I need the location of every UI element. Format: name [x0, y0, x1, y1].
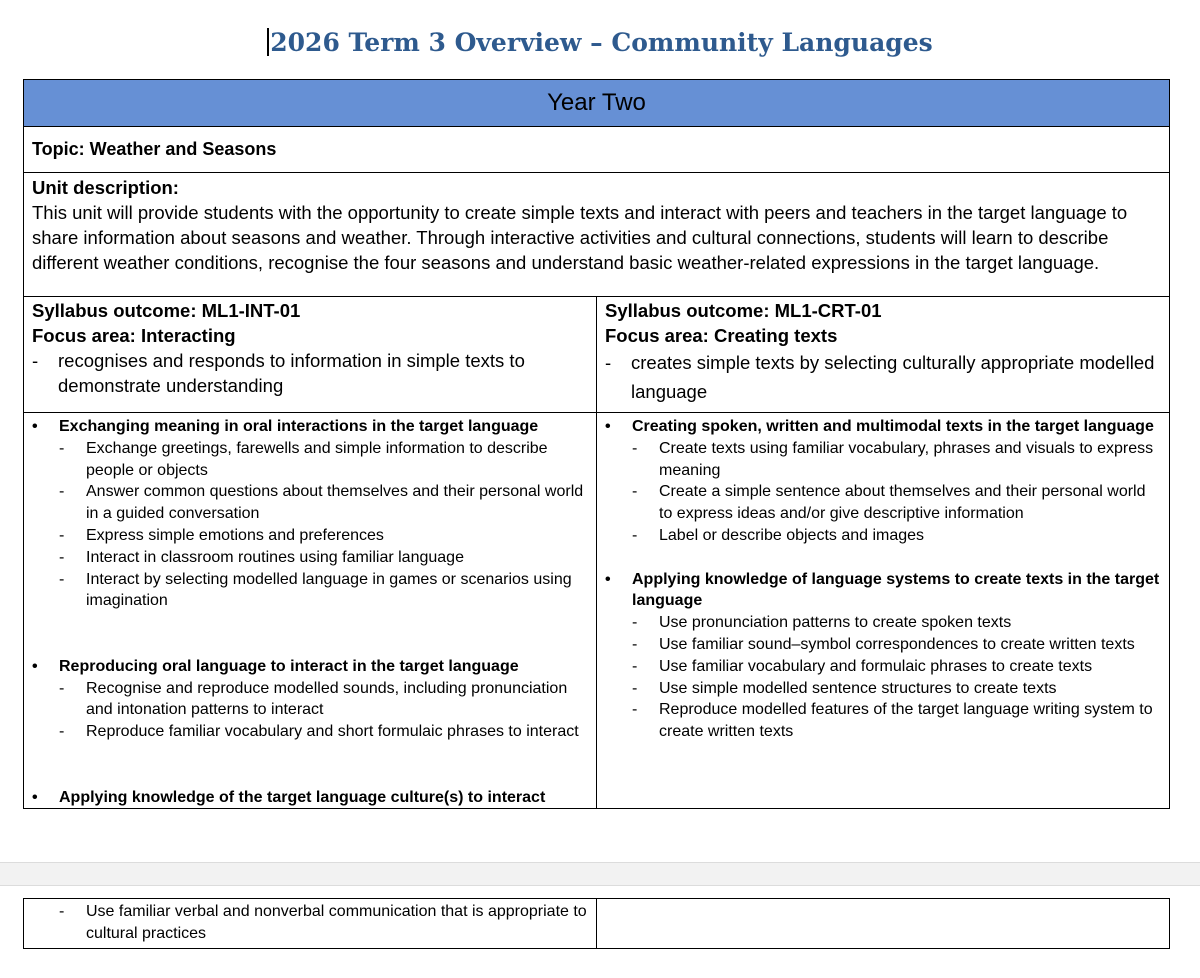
list-item-text: Express simple emotions and preferences [86, 526, 384, 544]
bullet-heading-text: Creating spoken, written and multimodal texts in the target language [632, 418, 1154, 435]
left-outcome-text: recognises and responds to information in simple texts to demonstrate understanding [58, 350, 525, 396]
year-header: Year Two [24, 80, 1170, 127]
dash-marker: - [632, 614, 638, 632]
continued-table [23, 898, 1170, 949]
right-outcome-text: creates simple texts by selecting culturally appropriate modelled language [631, 352, 1155, 402]
text-cursor [267, 28, 269, 56]
unit-description-cell [24, 173, 1170, 297]
right-outcome-cell [597, 297, 1170, 413]
right-content-cell [597, 413, 1170, 809]
dash-marker: - [632, 526, 638, 544]
left-continued-cell [24, 899, 597, 949]
dash-marker: - [59, 439, 65, 457]
dash-marker: - [632, 657, 638, 675]
list-item-text: Answer common questions about themselves and their personal world in a guided conversation [86, 483, 584, 523]
list-item [32, 721, 588, 743]
right-continued-cell [597, 899, 1170, 949]
dash-marker: - [59, 548, 65, 566]
unit-description-label: Unit description: [32, 177, 179, 198]
list-item [32, 547, 588, 569]
bullet-marker: • [32, 657, 38, 675]
bullet-marker: • [605, 570, 611, 588]
right-outcome-statement [605, 348, 1161, 406]
dash-marker: - [605, 352, 612, 373]
list-item [32, 569, 588, 613]
dash-marker: - [59, 723, 65, 741]
list-item-text: Use simple modelled sentence structures to create texts [659, 679, 1057, 697]
list-item [32, 481, 588, 525]
document-title-text: 2026 Term 3 Overview – Community Languages [270, 28, 933, 57]
list-item [605, 612, 1161, 634]
list-item-text: Interact in classroom routines using familiar language [86, 548, 464, 566]
list-item-text: Label or describe objects and images [659, 526, 925, 544]
dash-marker: - [59, 483, 65, 501]
right-focus-area: Focus area: Creating texts [605, 325, 838, 346]
unit-description-text: This unit will provide students with the opportunity to create simple texts and interact with peers and teachers in the target language to share information about seasons and weather. Through interactive activities and cultural connections, students will learn to describe different weather conditions, recognise the four seasons and understand basic weather-related expressions in the target language. [32, 202, 1128, 273]
list-item [32, 678, 588, 722]
list-item-text: Create a simple sentence about themselves and their personal world to express ideas and/or give descriptive information [659, 483, 1146, 523]
bullet-heading [605, 569, 1161, 613]
dash-marker: - [632, 483, 638, 501]
left-content-cell [24, 413, 597, 809]
dash-marker: - [59, 679, 65, 697]
right-syllabus-outcome: Syllabus outcome: ML1-CRT-01 [605, 300, 882, 321]
list-item [605, 481, 1161, 525]
list-item [605, 438, 1161, 482]
list-item-text: Recognise and reproduce modelled sounds, including pronunciation and intonation patterns to interact [86, 679, 568, 719]
document-title [0, 28, 1200, 57]
dash-marker: - [59, 570, 65, 588]
dash-marker: - [632, 679, 638, 697]
list-item-text: Use pronunciation patterns to create spoken texts [659, 614, 1012, 632]
dash-marker: - [59, 526, 65, 544]
list-item [32, 525, 588, 547]
list-item-text: Reproduce modelled features of the target language writing system to create written texts [659, 701, 1153, 741]
page-break [0, 862, 1200, 886]
dash-marker: - [32, 350, 39, 371]
bullet-marker: • [605, 418, 611, 435]
bullet-heading-text: Applying knowledge of language systems to create texts in the target language [632, 570, 1160, 610]
list-item [32, 438, 588, 482]
list-item-text: Use familiar verbal and nonverbal communication that is appropriate to cultural practices [86, 903, 587, 942]
bullet-marker: • [32, 418, 38, 435]
bullet-heading [32, 416, 588, 438]
topic-cell [24, 127, 1170, 173]
list-item [605, 634, 1161, 656]
bullet-heading-text: Exchanging meaning in oral interactions in the target language [59, 418, 539, 435]
list-item-text: Create texts using familiar vocabulary, phrases and visuals to express meaning [659, 439, 1154, 479]
list-item [32, 901, 588, 945]
bullet-marker: • [32, 788, 38, 806]
list-item [605, 656, 1161, 678]
bullet-heading [32, 787, 588, 809]
list-item-text: Reproduce familiar vocabulary and short formulaic phrases to interact [86, 723, 579, 741]
left-outcome-cell [24, 297, 597, 413]
left-outcome-statement [32, 348, 588, 398]
list-item-text: Use familiar vocabulary and formulaic phrases to create texts [659, 657, 1093, 675]
left-focus-area: Focus area: Interacting [32, 325, 236, 346]
list-item-text: Interact by selecting modelled language in games or scenarios using imagination [86, 570, 572, 610]
bullet-heading-text: Reproducing oral language to interact in the target language [59, 657, 519, 675]
dash-marker: - [632, 439, 638, 457]
topic-text: Topic: Weather and Seasons [32, 139, 277, 159]
bullet-heading [605, 416, 1161, 438]
overview-table [23, 79, 1170, 809]
dash-marker: - [59, 903, 65, 920]
left-syllabus-outcome: Syllabus outcome: ML1-INT-01 [32, 300, 301, 321]
bullet-heading-text: Applying knowledge of the target language culture(s) to interact [59, 788, 546, 806]
list-item-text: Use familiar sound–symbol correspondences to create written texts [659, 635, 1135, 653]
bullet-heading [32, 656, 588, 678]
list-item [605, 678, 1161, 700]
dash-marker: - [632, 635, 638, 653]
list-item-text: Exchange greetings, farewells and simple information to describe people or objects [86, 439, 548, 479]
list-item [605, 525, 1161, 547]
dash-marker: - [632, 701, 638, 719]
list-item [605, 699, 1161, 743]
